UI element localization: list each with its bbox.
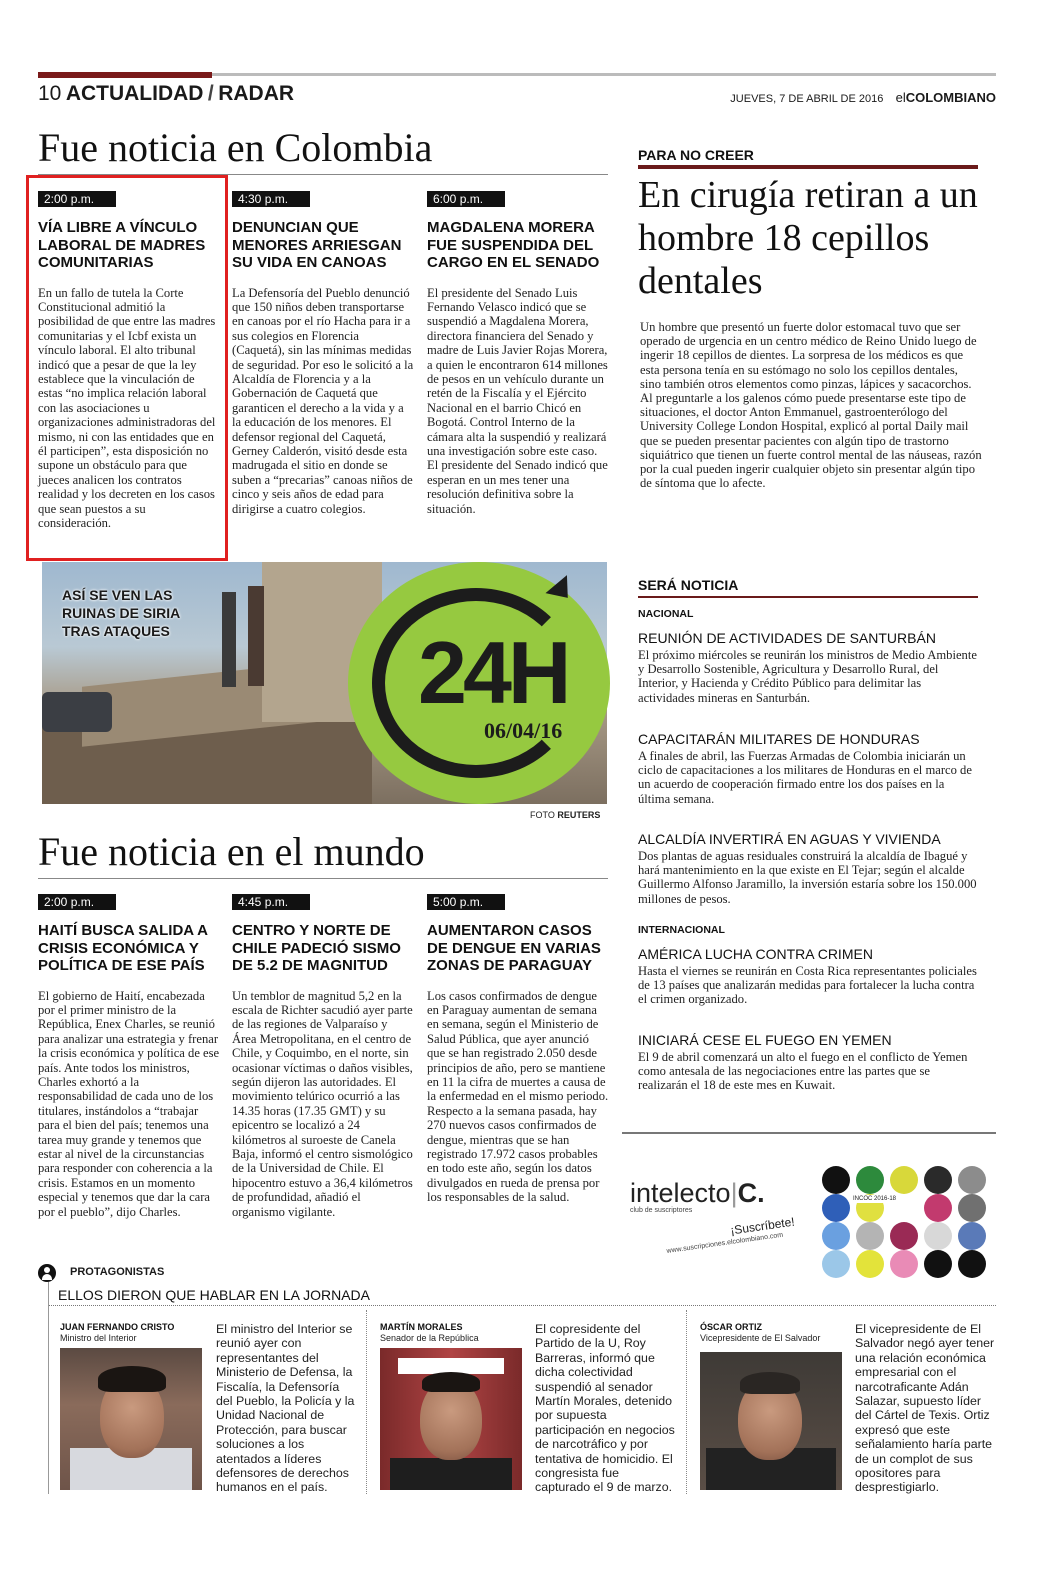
para-no-creer-body: Un hombre que presentó un fuerte dolor estomacal tuvo que ser operado de urgencia en un centro médico de Reino Unido luego de ingerir 18 cepillos de dientes. La sorpresa de los médicos es que esta persona tenía en su estómago no solo los cepillos dentales, sino también otros elementos como pinzas, lápices y sacacorchos. Al preguntarle a los galenos cómo puede presentarse este tipo de situaciones, el doctor Anton Emmanuel, gastroenterólogo del University College London Hospital, explicó al portal Daily mail que se pueden presentar pacientes con algún tipo de trastorno siquiátrico que tienen un fuerte control mental de las náuseas, razón por la cual pueden ingerir cualquier objeto sin presentar algún tipo de síntoma que lo afecte. [640, 320, 982, 491]
internacional-label: INTERNACIONAL [638, 924, 725, 936]
column-divider [366, 1310, 367, 1494]
news-time: 2:00 p.m. [38, 894, 116, 910]
person-text: El vicepresidente de El Salvador negó ayer tener una relación económica empresarial con el narcotraficante Adán Salazar, supuesto líder del Cártel de Texis. Ortiz expresó que este señalamiento haría parte de un complot de sus opositores para desprestigiarlo. [855, 1322, 995, 1495]
color-dot [958, 1194, 986, 1222]
news-time: 4:30 p.m. [232, 191, 310, 207]
credit-prefix: FOTO [530, 810, 555, 820]
news-body: Un temblor de magnitud 5,2 en la escala de Richter sacudió ayer parte de las regiones de Valparaíso y Área Metropolitana, en el centro de Chile, y Coquimbo, en el norte, sin ocasionar víctimas o daños visibles, según dijeron las autoridades. El movimiento telúrico ocurrió a las 14.35 horas (17.35 GMT) y su epicentro se localizó a 24 kilómetros al suroeste de Canela Baja, informó el centro sismológico de la Universidad de Chile. El hipocentro estuvo a 36,4 kilómetros de profundidad, añadió el organismo vigilante. [232, 988, 413, 1219]
item-title: ALCALDÍA INVERTIRÁ EN AGUAS Y VIVIENDA [638, 831, 941, 847]
photo-caption [62, 586, 180, 640]
item-title: REUNIÓN DE ACTIVIDADES DE SANTURBÁN [638, 630, 936, 646]
person-text: El ministro del Interior se reunió ayer con representantes del Ministerio de Defensa, la Fiscalía, la Defensoría del Pueblo, la Policía y la Unidad Nacional de Protección, para buscar soluciones a los atentados a líderes defensores de derechos humanos en el país. [216, 1322, 355, 1495]
page-number: 10 [38, 82, 62, 105]
para-no-creer-title: En cirugía retiran a un hombre 18 cepillos dentales [638, 174, 978, 302]
person-name: ÓSCAR ORTIZ [700, 1322, 762, 1332]
news-title: DENUNCIAN QUE MENORES ARRIESGAN SU VIDA EN CANOAS [232, 219, 402, 271]
sera-noticia-item [638, 1032, 978, 1093]
news-body: El presidente del Senado Luis Fernando Velasco indicó que se suspendió a Magdalena Morera, directora financiera del Senado y madre de Luis Javier Rojas Morera, a quien le encontraron 614 millones de pesos en un vehículo durante un retén de la Fiscalía y el Ejército Nacional en el barrio Chicó en Bogotá. Control Interno de la cámara alta la suspendió y realizará una investigación sobre este caso. El presidente del Senado indicó que esperan en un mes tener una resolución definitiva sobre la situación. [427, 285, 608, 516]
color-dot [890, 1222, 918, 1250]
person-role: Ministro del Interior [60, 1333, 137, 1343]
mundo-rule [38, 878, 608, 879]
news-title: VÍA LIBRE A VÍNCULO LABORAL DE MADRES COMUNITARIAS [38, 219, 206, 271]
logo-prefix: el [895, 90, 906, 105]
photo-credit [530, 810, 600, 820]
sera-noticia-item [638, 731, 978, 806]
news-time: 6:00 p.m. [427, 191, 505, 207]
item-title: INICIARÁ CESE EL FUEGO EN YEMEN [638, 1032, 892, 1048]
color-dot [890, 1250, 918, 1278]
news-body: La Defensoría del Pueblo denunció que 150 niños deben transportarse en canoas por el río Hacha para ir a sus colegios en Florencia (Caquetá), sin las mínimas medidas de seguridad. Por eso le solicitó a la Alcaldía de Florencia y a la Gobernación de Caquetá que garanticen el derecho a la vida y a la educación de los menores. El defensor regional del Caquetá, Gerney Calderón, visitó desde esta madrugada el sitio en donde se suben a “precarias” canoas niños de cinco y seis años de edad para dirigirse a cuatro colegios. [232, 285, 414, 516]
news-time: 2:00 p.m. [38, 191, 116, 207]
color-dot [958, 1166, 986, 1194]
news-title: AUMENTARON CASOS DE DENGUE EN VARIAS ZONAS DE PARAGUAY [427, 922, 601, 974]
protagonistas-title: ELLOS DIERON QUE HABLAR EN LA JORNADA [58, 1287, 370, 1303]
caption-line: ASÍ SE VEN LAS [62, 587, 173, 603]
news-time: 4:45 p.m. [232, 894, 310, 910]
highlight-box [26, 175, 228, 561]
colombia-news-3 [427, 188, 609, 516]
protagonistas-rule [48, 1305, 996, 1306]
issue-date: JUEVES, 7 DE ABRIL DE 2016 [730, 93, 884, 105]
person-name: MARTÍN MORALES [380, 1322, 463, 1332]
section-rule [622, 1132, 996, 1134]
badge-date: 06/04/16 [484, 718, 563, 743]
ad-brand-name: intelecto [630, 1178, 731, 1208]
news-title: CENTRO Y NORTE DE CHILE PADECIÓ SISMO DE 5.2 DE MAGNITUD [232, 922, 401, 974]
color-dots-ad [822, 1166, 994, 1276]
sera-noticia-item [638, 831, 978, 906]
person-text: El copresidente del Partido de la U, Roy Barreras, informó que dicha colectividad suspendió al senador Martín Morales, detenido por supuesta participación en negocios de narcotráfico y por tentativa de homicidio. El congresista fue capturado el 9 de marzo. [535, 1322, 675, 1495]
page-header [38, 82, 996, 110]
color-dot [856, 1222, 884, 1250]
section-name: ACTUALIDAD [65, 82, 204, 105]
portrait-photo [700, 1352, 842, 1490]
color-dot [856, 1166, 884, 1194]
color-dot [822, 1194, 850, 1222]
subsection-name: RADAR [218, 82, 295, 105]
item-title: CAPACITARÁN MILITARES DE HONDURAS [638, 731, 920, 747]
para-no-creer-kicker: PARA NO CREER [638, 147, 754, 163]
section-separator: / [207, 82, 214, 105]
ad-logo-letter: C. [737, 1178, 765, 1208]
item-body: El próximo miércoles se reunirán los ministros de Medio Ambiente y Desarrollo Sostenible, Agricultura y Desarrollo Rural, del Interior, y Hacienda y Crédito Público para delimitar las actividades mineras en Santurbán. [638, 648, 977, 705]
color-dot [924, 1222, 952, 1250]
mundo-news-3 [427, 891, 609, 1205]
protagonistas-side-rule [48, 1282, 49, 1494]
mundo-heading: Fue noticia en el mundo [38, 829, 425, 874]
ad-cta: ¡Suscríbete! [729, 1214, 796, 1238]
person-name: JUAN FERNANDO CRISTO [60, 1322, 175, 1332]
item-title: AMÉRICA LUCHA CONTRA CRIMEN [638, 946, 873, 962]
item-body: Dos plantas de aguas residuales construirá la alcaldía de Ibagué y hará mantenimiento en la que existe en El Tejar; según el alcalde Guillermo Alfonso Jaramillo, la inversión estaría sobre los 150.000 millones de pesos. [638, 849, 977, 906]
news-title: MAGDALENA MORERA FUE SUSPENDIDA DEL CARGO EN EL SENADO [427, 219, 600, 271]
news-time: 5:00 p.m. [427, 894, 505, 910]
column-divider [686, 1310, 687, 1494]
kicker-bar [638, 165, 978, 169]
person-figure [222, 592, 236, 687]
portrait-photo [380, 1348, 522, 1490]
mundo-news-1 [38, 891, 220, 1219]
color-dot [890, 1166, 918, 1194]
color-dot [958, 1222, 986, 1250]
logo-main: COLOMBIANO [905, 90, 996, 105]
kicker-bar [638, 596, 978, 598]
mundo-news-2 [232, 891, 414, 1219]
item-body: El 9 de abril comenzará un alto el fuego en el conflicto de Yemen como antesala de las negociaciones entre las partes que se realizarán el 18 de este mes en Kuwait. [638, 1050, 968, 1093]
color-dot [822, 1222, 850, 1250]
person-role: Vicepresidente de El Salvador [700, 1333, 821, 1343]
color-dot [924, 1166, 952, 1194]
ad-url: www.suscripciones.elcolombiano.com [666, 1231, 784, 1255]
colombia-heading: Fue noticia en Colombia [38, 125, 433, 170]
protagonistas-kicker: PROTAGONISTAS [70, 1266, 165, 1278]
news-body: Los casos confirmados de dengue en Paraguay aumentan de semana en semana, según el Ministerio de Salud Pública, que ayer anunció que se han registrado 2.050 desde principios de año, pero se mantiene en 11 la cifra de muertes a causa de la enfermedad en el mismo periodo. Respecto a la semana pasada, hay 270 nuevos casos confirmados de dengue, mientras que se han registrado 17.972 casos probables en todo este año, según los datos divulgados en rueda de prensa por los responsables de la salud. [427, 988, 609, 1205]
sera-noticia-kicker: SERÁ NOTICIA [638, 577, 739, 593]
credit-source: REUTERS [557, 810, 601, 820]
header-accent-bar [38, 72, 212, 78]
colombia-news-2 [232, 188, 414, 516]
item-body: Hasta el viernes se reunirán en Costa Rica representantes policiales de 13 países que analizarán medidas para fortalecer la lucha contra el crimen organizado. [638, 964, 977, 1007]
news-body: En un fallo de tutela la Corte Constitucional admitió la posibilidad de que entre las madres comunitarias y el Icbf exista un vínculo laboral. El alto tribunal indicó que a pesar de que la ley establece que la vinculación de estas “no implica relación laboral con las asociaciones u organizaciones administradoras del mismo, ni con las entidades que en él participen”, esta disposición no supone un obstáculo para que jueces analicen los contratos realidad y los decreten en los casos que sean puestos a su consideración. [38, 285, 216, 530]
color-dot [958, 1250, 986, 1278]
ad-badge-text: INCOC 2016-18 [853, 1196, 897, 1202]
person-role: Senador de la República [380, 1333, 479, 1343]
color-dot [856, 1250, 884, 1278]
color-dot [924, 1194, 952, 1222]
vehicle [42, 692, 112, 732]
badge-label: 24H [418, 623, 568, 722]
portrait-photo [60, 1348, 202, 1490]
person-icon [38, 1264, 56, 1282]
sera-noticia-item [638, 946, 978, 1007]
item-body: A finales de abril, las Fuerzas Armadas de Colombia iniciarán un ciclo de capacitaciones a los militares de Honduras en el marco de un acuerdo de cooperación firmado entre los dos países en la última semana. [638, 749, 972, 806]
ad-brand: intelecto|C. [630, 1178, 765, 1208]
color-dot [822, 1250, 850, 1278]
intelecto-ad[interactable] [630, 1178, 810, 1268]
ad-tagline: club de suscriptores [630, 1207, 693, 1214]
header-meta [730, 90, 996, 105]
color-dot [924, 1250, 952, 1278]
sera-noticia-item [638, 630, 978, 705]
caption-line: RUINAS DE SIRIA [62, 605, 181, 621]
color-dot [822, 1166, 850, 1194]
newspaper-logo [896, 90, 996, 105]
nacional-label: NACIONAL [638, 608, 694, 620]
person-figure [248, 586, 264, 686]
news-title: HAITÍ BUSCA SALIDA A CRISIS ECONÓMICA Y POLÍTICA DE ESE PAÍS [38, 922, 208, 974]
news-body: El gobierno de Haití, encabezada por el primer ministro de la República, Enex Charles, se reunió para analizar una estrategia y frenar la crisis económica y política de ese país. Ante todos los ministros, Charles exhortó a la responsabilidad de cada uno de los titulares, instándolos a “trabajar para el bien del país; tenemos una tarea muy grande y tenemos que estar al nivel de la circunstancias para responder con coherencia a la crisis. Estamos en un momento especial y tenemos que dar la cara por el pueblo”, dijo Charles. [38, 988, 220, 1219]
caption-line: TRAS ATAQUES [62, 623, 170, 639]
